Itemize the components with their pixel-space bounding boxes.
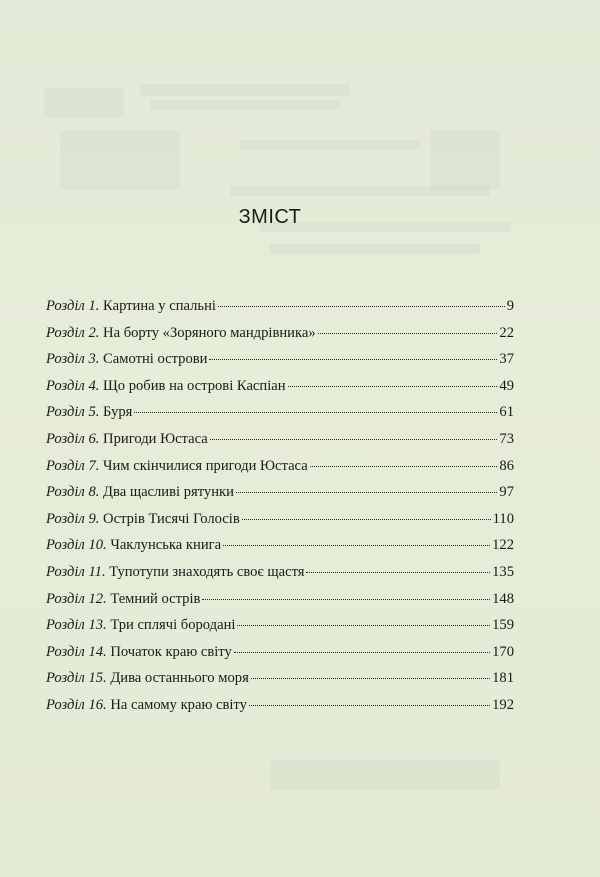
chapter-title: Острів Тисячі Голосів [103,510,240,527]
page-number: 86 [499,457,514,474]
dot-leader [223,545,490,546]
chapter-number: Розділ 8. [46,484,100,501]
page-number: 9 [506,298,514,314]
chapter-title: Три сплячі бородані [110,617,236,634]
chapter-title: Початок краю світу [110,643,232,660]
page-title: ЗМІСТ [238,206,302,228]
page-number: 49 [499,377,514,394]
dot-leader [234,652,490,653]
dot-leader [236,492,498,493]
page-number: 192 [492,696,514,713]
toc-entry [46,537,514,564]
chapter-title: Буря [103,404,133,421]
toc-entry [46,431,514,458]
chapter-number: Розділ 5. [46,404,100,421]
chapter-title: Дива останнього моря [110,670,249,687]
table-of-contents [46,298,514,724]
chapter-title: Чим скінчилися пригоди Юстаса [103,457,308,474]
toc-entry [46,697,514,724]
toc-entry [46,325,514,352]
chapter-number: Розділ 16. [46,696,107,713]
page-number: 159 [492,617,514,634]
toc-entry [46,404,514,431]
chapter-title: Темний острів [110,590,201,607]
chapter-title: Картина у спальні [103,298,216,314]
chapter-number: Розділ 2. [46,324,100,341]
chapter-number: Розділ 7. [46,457,100,474]
chapter-number: Розділ 11. [46,563,106,580]
chapter-number: Розділ 13. [46,617,107,634]
dot-leader [210,439,498,440]
dot-leader [242,519,491,520]
chapter-title: Тупотупи знаходять своє щастя [109,563,305,580]
chapter-number: Розділ 15. [46,670,107,687]
page-number: 110 [492,510,514,527]
dot-leader [202,599,490,600]
toc-entry [46,617,514,644]
toc-entry [46,378,514,405]
dot-leader [218,306,505,307]
chapter-number: Розділ 10. [46,537,107,554]
page-number: 170 [492,643,514,660]
page-number: 22 [499,324,514,341]
toc-entry [46,298,514,325]
toc-entry [46,484,514,511]
chapter-number: Розділ 12. [46,590,107,607]
chapter-title: Що робив на острові Каспіан [103,377,286,394]
toc-entry [46,591,514,618]
chapter-number: Розділ 3. [46,351,100,368]
chapter-title: На борту «Зоряного мандрівника» [103,324,316,341]
dot-leader [251,678,490,679]
toc-entry [46,670,514,697]
page-number: 135 [492,563,514,580]
toc-entry [46,511,514,538]
chapter-title: Пригоди Юстаса [103,430,208,447]
chapter-title: На самому краю світу [110,696,247,713]
chapter-number: Розділ 9. [46,510,100,527]
toc-entry [46,644,514,671]
dot-leader [237,625,490,626]
dot-leader [288,386,498,387]
dot-leader [306,572,490,573]
chapter-number: Розділ 1. [46,298,100,314]
dot-leader [209,359,497,360]
page-number: 122 [492,537,514,554]
chapter-title: Самотні острови [103,351,208,368]
chapter-title: Чаклунська книга [110,537,222,554]
page-number: 73 [499,430,514,447]
chapter-number: Розділ 6. [46,430,100,447]
chapter-title: Два щасливі рятунки [103,484,234,501]
chapter-number: Розділ 14. [46,643,107,660]
dot-leader [249,705,490,706]
page-number: 148 [492,590,514,607]
dot-leader [318,333,498,334]
dot-leader [134,412,497,413]
page-number: 37 [499,351,514,368]
toc-entry [46,351,514,378]
chapter-number: Розділ 4. [46,377,100,394]
dot-leader [310,466,498,467]
toc-entry [46,458,514,485]
page-number: 181 [492,670,514,687]
page-number: 97 [499,484,514,501]
toc-entry [46,564,514,591]
page-number: 61 [499,404,514,421]
